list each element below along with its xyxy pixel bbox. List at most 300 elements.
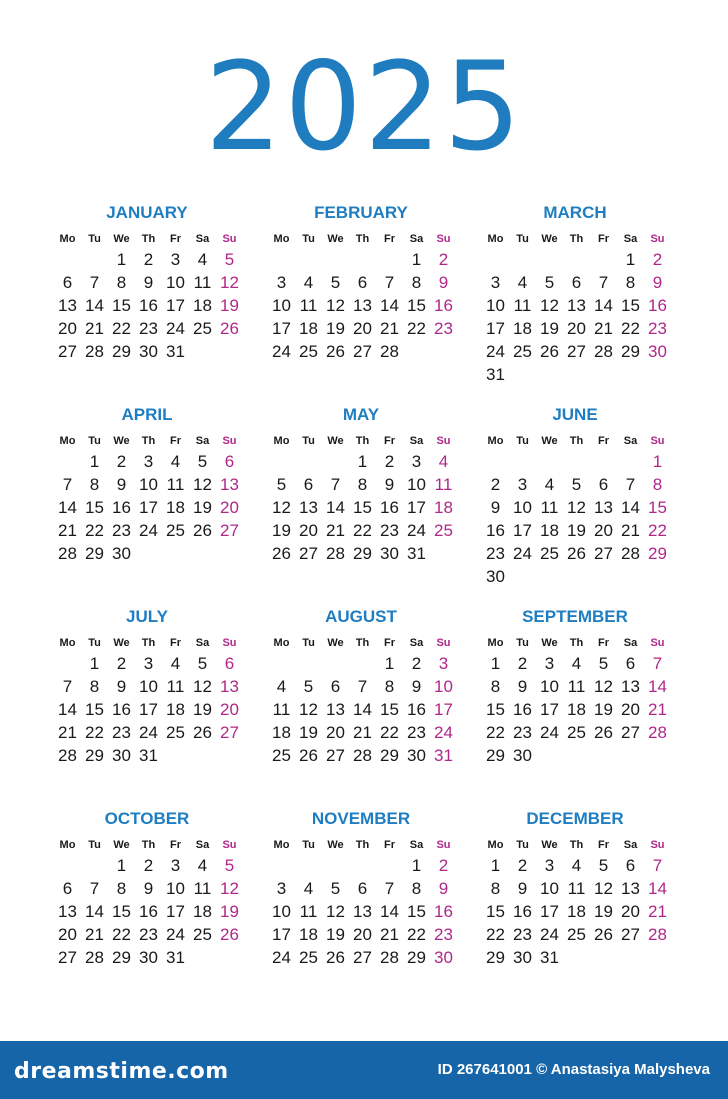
day-cell: 15 xyxy=(407,296,426,315)
empty-cell xyxy=(590,248,617,271)
day-cell: 14 xyxy=(85,296,104,315)
day-cell: 17 xyxy=(540,700,559,719)
day-cell: 6 xyxy=(62,273,73,292)
empty-cell xyxy=(322,652,349,675)
weekday-header: Fr xyxy=(384,233,395,245)
day-cell: 13 xyxy=(621,879,640,898)
day-cell: 21 xyxy=(380,925,399,944)
day-cell: 13 xyxy=(58,902,77,921)
day-cell: 17 xyxy=(272,925,291,944)
day-cell: 14 xyxy=(58,700,77,719)
day-cell: 28 xyxy=(85,342,104,361)
day-cell: 4 xyxy=(170,452,181,471)
empty-cell xyxy=(54,450,81,473)
day-cell: 6 xyxy=(598,475,609,494)
weekday-header: Tu xyxy=(302,839,315,851)
day-cell: 7 xyxy=(62,677,73,696)
weekday-header: Fr xyxy=(598,435,609,447)
day-cell: 2 xyxy=(438,856,449,875)
empty-cell xyxy=(563,248,590,271)
day-cell: 11 xyxy=(166,677,185,696)
day-cell: 4 xyxy=(197,250,208,269)
day-cell: 9 xyxy=(438,879,449,898)
day-cell: 31 xyxy=(166,948,185,967)
empty-cell xyxy=(590,450,617,473)
day-cell: 26 xyxy=(540,342,559,361)
day-cell: 28 xyxy=(58,746,77,765)
day-cell: 1 xyxy=(384,654,395,673)
day-cell: 4 xyxy=(438,452,449,471)
footer-logo[interactable]: dreamstime.com xyxy=(14,1059,229,1084)
day-cell: 25 xyxy=(193,925,212,944)
day-cell: 24 xyxy=(166,925,185,944)
weekday-header: Fr xyxy=(384,435,395,447)
empty-cell xyxy=(349,854,376,877)
day-cell: 14 xyxy=(594,296,613,315)
day-cell: 28 xyxy=(380,948,399,967)
day-cell: 31 xyxy=(434,746,453,765)
day-cell: 17 xyxy=(513,521,532,540)
empty-cell xyxy=(295,248,322,271)
weekday-header: We xyxy=(541,637,558,649)
day-cell: 10 xyxy=(486,296,505,315)
day-cell: 8 xyxy=(652,475,663,494)
day-cell: 21 xyxy=(326,521,345,540)
day-cell: 9 xyxy=(411,677,422,696)
day-cell: 11 xyxy=(567,879,586,898)
day-cell: 1 xyxy=(89,452,100,471)
weekday-header: Tu xyxy=(302,435,315,447)
weekday-header: Mo xyxy=(59,233,76,245)
weekday-header: We xyxy=(327,233,344,245)
weekday-header: Fr xyxy=(384,637,395,649)
month-name: MAY xyxy=(342,405,380,424)
day-cell: 26 xyxy=(299,746,318,765)
day-cell: 3 xyxy=(490,273,501,292)
day-cell: 2 xyxy=(143,856,154,875)
weekday-header: Mo xyxy=(59,839,76,851)
day-cell: 24 xyxy=(139,521,158,540)
day-cell: 19 xyxy=(540,319,559,338)
month-day-grid xyxy=(482,836,680,969)
day-cell: 10 xyxy=(272,296,291,315)
day-cell: 23 xyxy=(434,925,453,944)
day-cell: 22 xyxy=(486,925,505,944)
day-cell: 11 xyxy=(272,700,291,719)
day-cell: 11 xyxy=(299,296,318,315)
weekday-header: Mo xyxy=(273,839,290,851)
weekday-header: Su xyxy=(650,637,665,649)
day-cell: 27 xyxy=(621,925,640,944)
day-cell: 20 xyxy=(594,521,613,540)
day-cell: 26 xyxy=(326,948,345,967)
weekday-header: Fr xyxy=(170,435,181,447)
weekday-header: Tu xyxy=(88,839,101,851)
day-cell: 17 xyxy=(434,700,453,719)
day-cell: 29 xyxy=(486,948,505,967)
day-cell: 12 xyxy=(193,677,212,696)
empty-cell xyxy=(482,248,509,271)
day-cell: 25 xyxy=(567,723,586,742)
month-july xyxy=(42,606,252,767)
day-cell: 3 xyxy=(170,856,181,875)
day-cell: 27 xyxy=(58,342,77,361)
day-cell: 22 xyxy=(407,925,426,944)
month-day-grid xyxy=(54,230,252,363)
day-cell: 11 xyxy=(193,273,212,292)
weekday-header: Mo xyxy=(487,435,504,447)
day-cell: 19 xyxy=(193,498,212,517)
day-cell: 17 xyxy=(166,902,185,921)
weekday-header: Sa xyxy=(409,233,424,245)
day-cell: 13 xyxy=(220,475,239,494)
day-cell: 22 xyxy=(85,723,104,742)
day-cell: 26 xyxy=(220,319,239,338)
day-cell: 13 xyxy=(353,296,372,315)
day-cell: 3 xyxy=(143,654,154,673)
empty-cell xyxy=(349,248,376,271)
day-cell: 2 xyxy=(490,475,501,494)
day-cell: 5 xyxy=(224,250,235,269)
month-day-grid xyxy=(54,634,252,767)
day-cell: 8 xyxy=(89,677,100,696)
day-cell: 23 xyxy=(112,723,131,742)
day-cell: 16 xyxy=(139,902,158,921)
day-cell: 2 xyxy=(517,856,528,875)
empty-cell xyxy=(617,450,644,473)
weekday-header: Th xyxy=(569,637,584,649)
day-cell: 9 xyxy=(490,498,501,517)
day-cell: 15 xyxy=(621,296,640,315)
day-cell: 2 xyxy=(411,654,422,673)
day-cell: 30 xyxy=(513,746,532,765)
weekday-header: We xyxy=(327,435,344,447)
day-cell: 27 xyxy=(299,544,318,563)
day-cell: 6 xyxy=(625,856,636,875)
day-cell: 24 xyxy=(272,342,291,361)
day-cell: 5 xyxy=(598,654,609,673)
day-cell: 25 xyxy=(166,723,185,742)
day-cell: 20 xyxy=(58,319,77,338)
day-cell: 10 xyxy=(166,879,185,898)
day-cell: 27 xyxy=(353,948,372,967)
weekday-header: Fr xyxy=(598,637,609,649)
day-cell: 1 xyxy=(490,654,501,673)
weekday-header: Su xyxy=(650,233,665,245)
day-cell: 28 xyxy=(85,948,104,967)
day-cell: 4 xyxy=(544,475,555,494)
day-cell: 31 xyxy=(540,948,559,967)
day-cell: 16 xyxy=(434,296,453,315)
day-cell: 3 xyxy=(544,654,555,673)
day-cell: 10 xyxy=(139,677,158,696)
day-cell: 24 xyxy=(434,723,453,742)
month-june xyxy=(470,404,680,588)
day-cell: 6 xyxy=(571,273,582,292)
weekday-header: We xyxy=(541,233,558,245)
day-cell: 24 xyxy=(166,319,185,338)
day-cell: 9 xyxy=(143,879,154,898)
day-cell: 30 xyxy=(139,342,158,361)
day-cell: 16 xyxy=(513,700,532,719)
day-cell: 10 xyxy=(272,902,291,921)
day-cell: 20 xyxy=(621,700,640,719)
empty-cell xyxy=(322,248,349,271)
month-day-grid xyxy=(268,836,466,969)
day-cell: 26 xyxy=(220,925,239,944)
month-name: AUGUST xyxy=(325,607,397,626)
day-cell: 21 xyxy=(58,521,77,540)
month-name: FEBRUARY xyxy=(314,203,408,222)
weekday-header: We xyxy=(327,839,344,851)
day-cell: 14 xyxy=(380,296,399,315)
day-cell: 27 xyxy=(353,342,372,361)
weekday-header: Sa xyxy=(409,839,424,851)
day-cell: 22 xyxy=(112,925,131,944)
day-cell: 23 xyxy=(407,723,426,742)
day-cell: 31 xyxy=(407,544,426,563)
weekday-header: We xyxy=(113,233,130,245)
day-cell: 3 xyxy=(170,250,181,269)
day-cell: 21 xyxy=(85,925,104,944)
day-cell: 12 xyxy=(272,498,291,517)
day-cell: 13 xyxy=(299,498,318,517)
day-cell: 6 xyxy=(62,879,73,898)
empty-cell xyxy=(376,854,403,877)
month-name: APRIL xyxy=(121,405,173,424)
day-cell: 18 xyxy=(272,723,291,742)
day-cell: 16 xyxy=(486,521,505,540)
month-september xyxy=(470,606,680,767)
day-cell: 14 xyxy=(648,677,667,696)
day-cell: 25 xyxy=(272,746,291,765)
day-cell: 28 xyxy=(58,544,77,563)
day-cell: 11 xyxy=(513,296,532,315)
day-cell: 8 xyxy=(384,677,395,696)
day-cell: 20 xyxy=(220,700,239,719)
weekday-header: Tu xyxy=(516,839,529,851)
day-cell: 5 xyxy=(544,273,555,292)
weekday-header: Sa xyxy=(623,839,638,851)
day-cell: 11 xyxy=(299,902,318,921)
day-cell: 23 xyxy=(486,544,505,563)
day-cell: 23 xyxy=(513,925,532,944)
day-cell: 4 xyxy=(517,273,528,292)
day-cell: 23 xyxy=(139,925,158,944)
month-name: MARCH xyxy=(543,203,607,222)
day-cell: 19 xyxy=(193,700,212,719)
day-cell: 18 xyxy=(193,296,212,315)
day-cell: 29 xyxy=(648,544,667,563)
empty-cell xyxy=(322,854,349,877)
day-cell: 28 xyxy=(594,342,613,361)
day-cell: 25 xyxy=(434,521,453,540)
day-cell: 14 xyxy=(326,498,345,517)
day-cell: 16 xyxy=(648,296,667,315)
day-cell: 19 xyxy=(272,521,291,540)
day-cell: 8 xyxy=(411,879,422,898)
day-cell: 29 xyxy=(85,746,104,765)
weekday-header: Su xyxy=(650,435,665,447)
day-cell: 21 xyxy=(621,521,640,540)
day-cell: 26 xyxy=(567,544,586,563)
day-cell: 30 xyxy=(112,544,131,563)
day-cell: 21 xyxy=(85,319,104,338)
day-cell: 24 xyxy=(272,948,291,967)
day-cell: 16 xyxy=(513,902,532,921)
empty-cell xyxy=(349,652,376,675)
day-cell: 19 xyxy=(220,902,239,921)
weekday-header: Mo xyxy=(487,839,504,851)
day-cell: 14 xyxy=(58,498,77,517)
day-cell: 12 xyxy=(326,296,345,315)
day-cell: 9 xyxy=(143,273,154,292)
weekday-header: Sa xyxy=(195,233,210,245)
day-cell: 3 xyxy=(276,879,287,898)
weekday-header: Mo xyxy=(273,637,290,649)
day-cell: 7 xyxy=(652,856,663,875)
day-cell: 30 xyxy=(513,948,532,967)
weekday-header: Sa xyxy=(195,839,210,851)
weekday-header: We xyxy=(541,839,558,851)
day-cell: 22 xyxy=(353,521,372,540)
day-cell: 29 xyxy=(353,544,372,563)
day-cell: 18 xyxy=(166,700,185,719)
day-cell: 1 xyxy=(625,250,636,269)
day-cell: 17 xyxy=(540,902,559,921)
weekday-header: Tu xyxy=(302,637,315,649)
weekday-header: Th xyxy=(355,637,370,649)
day-cell: 14 xyxy=(85,902,104,921)
day-cell: 28 xyxy=(648,925,667,944)
weekday-header: Th xyxy=(141,637,156,649)
day-cell: 19 xyxy=(567,521,586,540)
day-cell: 2 xyxy=(116,452,127,471)
day-cell: 20 xyxy=(353,319,372,338)
weekday-header: Su xyxy=(436,839,451,851)
day-cell: 26 xyxy=(594,723,613,742)
footer-credit: ID 267641001 © Anastasiya Malysheva xyxy=(437,1061,710,1078)
weekday-header: Sa xyxy=(195,435,210,447)
day-cell: 14 xyxy=(621,498,640,517)
day-cell: 4 xyxy=(303,879,314,898)
weekday-header: Th xyxy=(355,435,370,447)
day-cell: 16 xyxy=(139,296,158,315)
day-cell: 9 xyxy=(517,677,528,696)
day-cell: 24 xyxy=(540,723,559,742)
day-cell: 13 xyxy=(594,498,613,517)
month-day-grid xyxy=(482,230,680,386)
month-day-grid xyxy=(268,634,466,767)
empty-cell xyxy=(268,450,295,473)
day-cell: 27 xyxy=(594,544,613,563)
day-cell: 6 xyxy=(625,654,636,673)
day-cell: 5 xyxy=(224,856,235,875)
day-cell: 10 xyxy=(540,677,559,696)
month-october xyxy=(42,808,252,969)
day-cell: 31 xyxy=(486,365,505,384)
day-cell: 31 xyxy=(166,342,185,361)
day-cell: 1 xyxy=(89,654,100,673)
day-cell: 27 xyxy=(326,746,345,765)
day-cell: 23 xyxy=(112,521,131,540)
day-cell: 5 xyxy=(330,273,341,292)
weekday-header: Mo xyxy=(59,435,76,447)
day-cell: 20 xyxy=(326,723,345,742)
day-cell: 29 xyxy=(486,746,505,765)
weekday-header: Tu xyxy=(88,233,101,245)
empty-cell xyxy=(54,652,81,675)
day-cell: 5 xyxy=(197,654,208,673)
weekday-header: We xyxy=(113,435,130,447)
day-cell: 6 xyxy=(303,475,314,494)
day-cell: 29 xyxy=(112,948,131,967)
day-cell: 20 xyxy=(567,319,586,338)
day-cell: 11 xyxy=(567,677,586,696)
day-cell: 9 xyxy=(652,273,663,292)
day-cell: 16 xyxy=(112,700,131,719)
day-cell: 17 xyxy=(486,319,505,338)
weekday-header: Fr xyxy=(170,233,181,245)
day-cell: 5 xyxy=(330,879,341,898)
day-cell: 21 xyxy=(594,319,613,338)
weekday-header: Mo xyxy=(59,637,76,649)
day-cell: 15 xyxy=(486,700,505,719)
day-cell: 10 xyxy=(166,273,185,292)
empty-cell xyxy=(54,854,81,877)
weekday-header: Fr xyxy=(170,839,181,851)
empty-cell xyxy=(295,854,322,877)
weekday-header: Su xyxy=(222,435,237,447)
empty-cell xyxy=(322,450,349,473)
day-cell: 24 xyxy=(540,925,559,944)
day-cell: 6 xyxy=(357,879,368,898)
day-cell: 9 xyxy=(116,677,127,696)
day-cell: 4 xyxy=(276,677,287,696)
weekday-header: Fr xyxy=(384,839,395,851)
day-cell: 12 xyxy=(220,273,239,292)
day-cell: 7 xyxy=(384,879,395,898)
day-cell: 21 xyxy=(648,700,667,719)
weekday-header: Fr xyxy=(598,839,609,851)
day-cell: 13 xyxy=(567,296,586,315)
day-cell: 29 xyxy=(407,948,426,967)
weekday-header: Sa xyxy=(623,637,638,649)
day-cell: 22 xyxy=(112,319,131,338)
day-cell: 2 xyxy=(438,250,449,269)
weekday-header: Th xyxy=(355,233,370,245)
day-cell: 20 xyxy=(58,925,77,944)
day-cell: 26 xyxy=(594,925,613,944)
day-cell: 24 xyxy=(486,342,505,361)
weekday-header: Sa xyxy=(623,233,638,245)
day-cell: 13 xyxy=(326,700,345,719)
day-cell: 25 xyxy=(567,925,586,944)
day-cell: 15 xyxy=(112,296,131,315)
day-cell: 12 xyxy=(326,902,345,921)
day-cell: 3 xyxy=(438,654,449,673)
month-name: SEPTEMBER xyxy=(522,607,628,626)
day-cell: 10 xyxy=(139,475,158,494)
month-name: JULY xyxy=(126,607,168,626)
day-cell: 22 xyxy=(380,723,399,742)
day-cell: 31 xyxy=(139,746,158,765)
day-cell: 24 xyxy=(513,544,532,563)
day-cell: 9 xyxy=(116,475,127,494)
weekday-header: Th xyxy=(569,839,584,851)
day-cell: 2 xyxy=(143,250,154,269)
month-name: JANUARY xyxy=(106,203,188,222)
